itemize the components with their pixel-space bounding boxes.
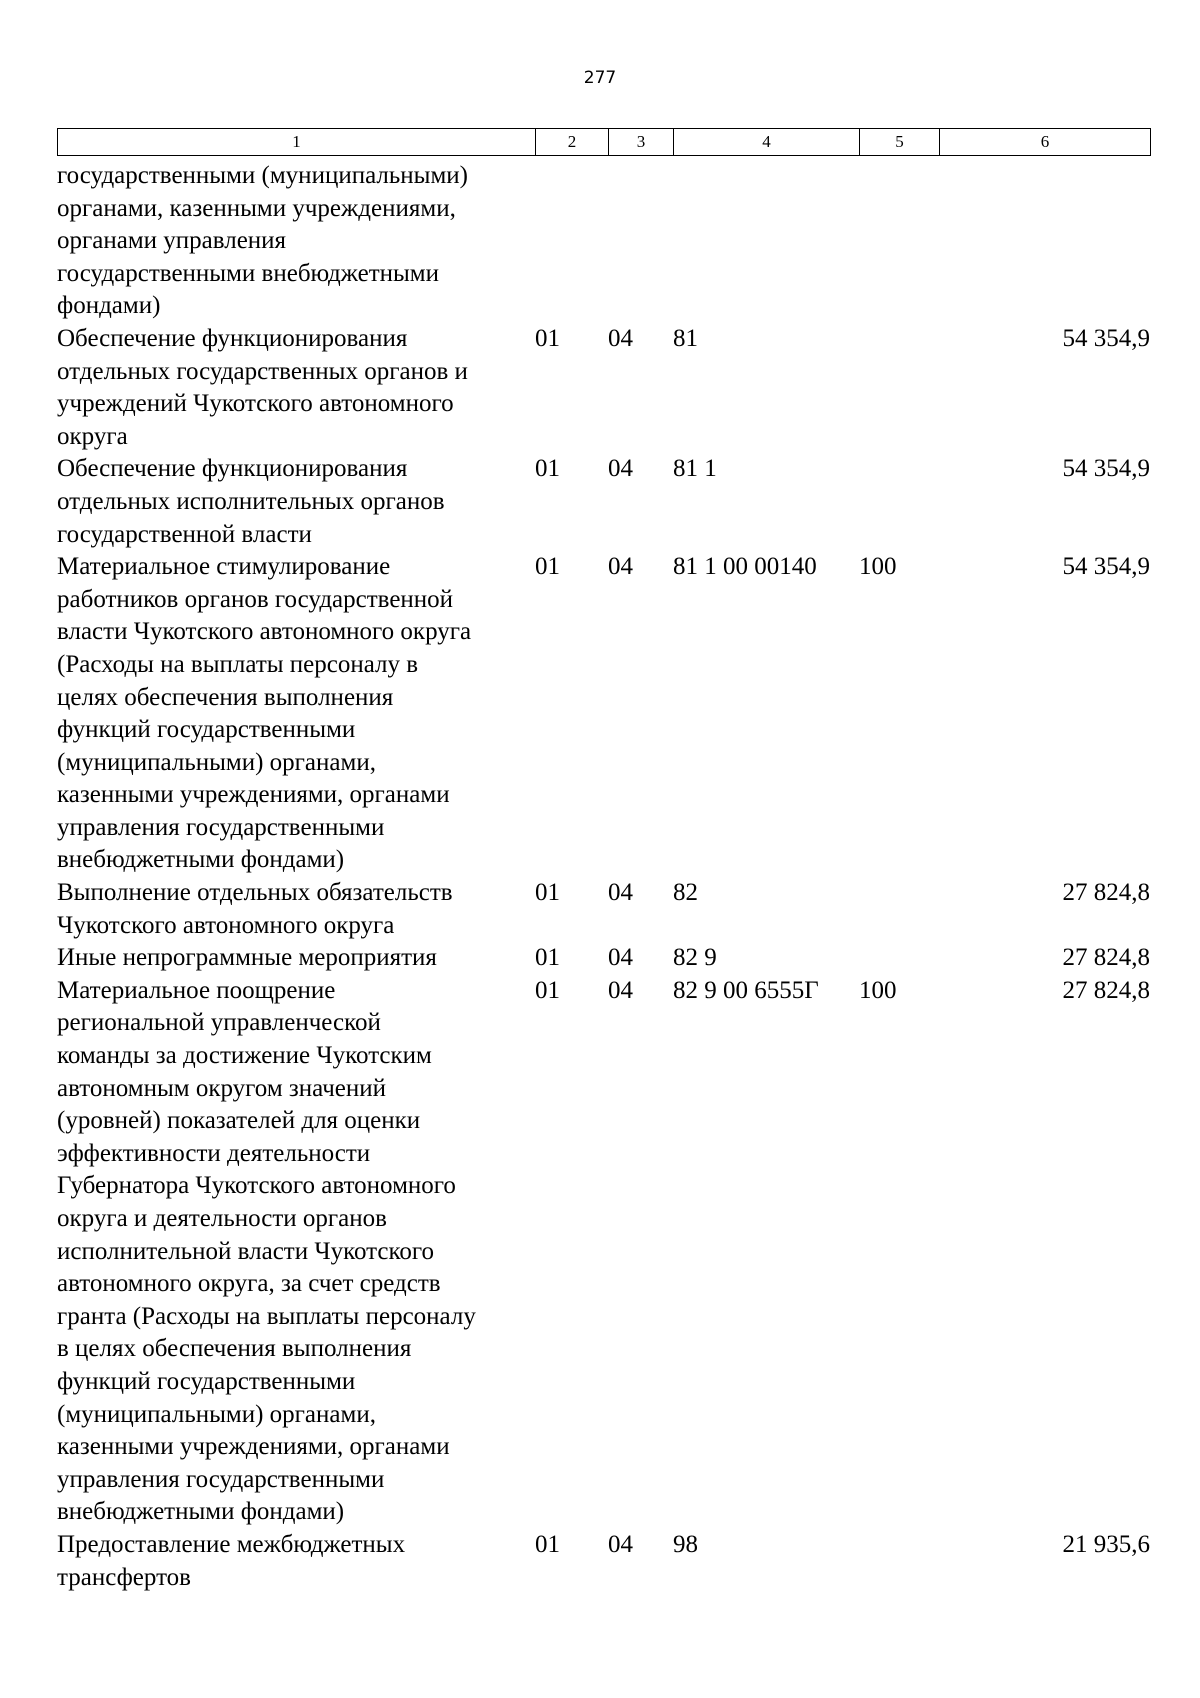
row-csr: 82 9 00 6555Г — [673, 976, 819, 1004]
row-sum: 21 935,6 — [1062, 1530, 1150, 1558]
row-name: Обеспечение функционирования отдельных исполнительных органов государственной власти — [57, 455, 445, 548]
row-rz: 01 — [535, 455, 560, 483]
row-csr: 81 — [673, 324, 698, 352]
column-number-header — [57, 128, 1151, 156]
row-name: Обеспечение функционирования отдельных государственных органов и учреждений Чукотского автономного округа — [57, 324, 468, 450]
row-sum — [959, 160, 1150, 323]
header-col-6: 6 — [940, 129, 1151, 156]
row-vr — [859, 877, 959, 942]
row-rz: 01 — [535, 553, 560, 581]
budget-table-body — [57, 160, 1150, 1594]
row-pr: 04 — [608, 553, 633, 581]
row-vr — [859, 323, 959, 453]
row-rz: 01 — [535, 976, 560, 1004]
row-rz: 01 — [535, 944, 560, 972]
row-pr — [608, 160, 673, 323]
table-row — [57, 942, 1150, 975]
row-csr: 81 1 — [673, 455, 717, 483]
row-sum: 54 354,9 — [1062, 324, 1150, 352]
row-sum: 27 824,8 — [1062, 944, 1150, 972]
row-vr: 100 — [859, 553, 897, 581]
row-name: Материальное стимулирование работников органов государственной власти Чукотского автономного округа (Расходы на выплаты персоналу в целях обеспечения выполнения функций государственными (муниципальными) органами, казенными учреждениями, органами управления государственными внебюджетными фондами) — [57, 553, 472, 874]
row-pr: 04 — [608, 944, 633, 972]
row-sum: 27 824,8 — [1062, 879, 1150, 907]
row-pr: 04 — [608, 1530, 633, 1558]
row-sum: 27 824,8 — [1062, 976, 1150, 1004]
page-number: 277 — [583, 68, 617, 88]
table-row — [57, 551, 1150, 877]
row-rz: 01 — [535, 324, 560, 352]
row-sum: 54 354,9 — [1062, 553, 1150, 581]
header-row — [58, 129, 1151, 156]
row-name: Предоставление межбюджетных трансфертов — [57, 1530, 406, 1591]
row-pr: 04 — [608, 976, 633, 1004]
row-name: государственными (муниципальными) органами, казенными учреждениями, органами управления государственными внебюджетными фондами) — [57, 162, 468, 320]
row-name: Выполнение отдельных обязательств Чукотского автономного округа — [57, 879, 453, 939]
row-csr: 82 — [673, 879, 698, 907]
table-row — [57, 1529, 1150, 1594]
table-row — [57, 877, 1150, 942]
row-sum: 54 354,9 — [1062, 455, 1150, 483]
row-csr: 82 9 — [673, 944, 717, 972]
row-name: Материальное поощрение региональной управленческой команды за достижение Чукотским автономным округом значений (уровней) показателей для оценки эффективности деятельности Губернатора Чукотского автономного округа и деятельности органов исполнительной власти Чукотского автономного округа, за счет средств гранта (Расходы на выплаты персоналу в целях обеспечения выполнения функций государственными (муниципальными) органами, казенными учреждениями, органами управления государственными внебюджетными фондами) — [57, 976, 476, 1526]
row-rz: 01 — [535, 879, 560, 907]
row-pr: 04 — [608, 324, 633, 352]
table-row — [57, 160, 1150, 323]
row-vr: 100 — [859, 976, 897, 1004]
header-col-1: 1 — [58, 129, 536, 156]
header-col-3: 3 — [609, 129, 674, 156]
row-vr — [859, 942, 959, 975]
row-pr: 04 — [608, 879, 633, 907]
row-csr: 98 — [673, 1530, 698, 1558]
row-csr — [673, 160, 859, 323]
header-col-4: 4 — [674, 129, 860, 156]
row-csr: 81 1 00 00140 — [673, 553, 817, 581]
row-pr: 04 — [608, 455, 633, 483]
table-row — [57, 975, 1150, 1529]
row-rz: 01 — [535, 1530, 560, 1558]
row-vr — [859, 160, 959, 323]
header-col-5: 5 — [860, 129, 940, 156]
table-row — [57, 323, 1150, 453]
row-name: Иные непрограммные мероприятия — [57, 944, 437, 972]
table-row — [57, 453, 1150, 551]
row-vr — [859, 453, 959, 551]
header-col-2: 2 — [536, 129, 609, 156]
row-rz — [535, 160, 608, 323]
row-vr — [859, 1529, 959, 1594]
